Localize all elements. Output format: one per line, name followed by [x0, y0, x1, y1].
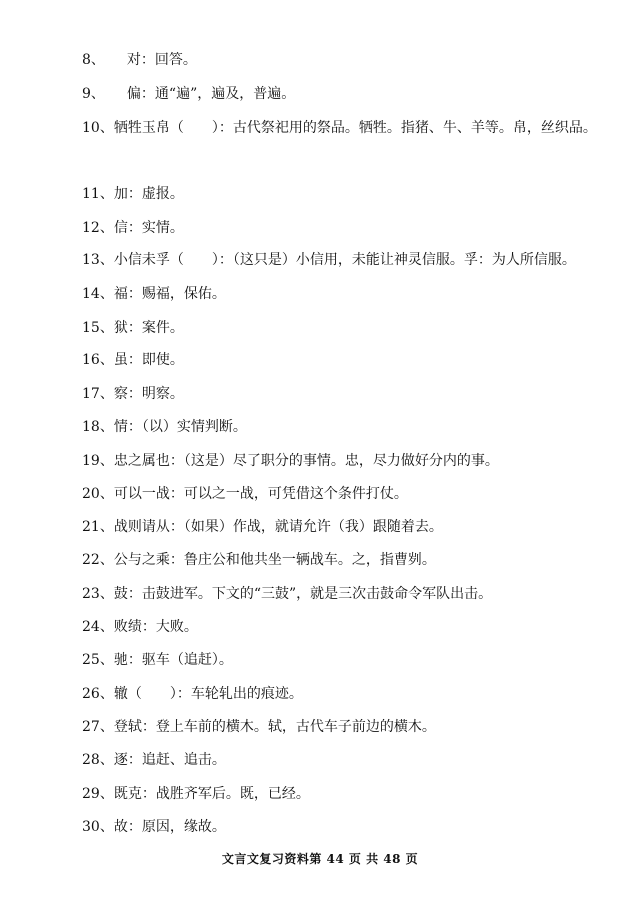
glossary-entry	[82, 717, 622, 737]
glossary-entry	[82, 284, 622, 304]
entry-number: 30、	[82, 819, 114, 835]
entry-number: 13、	[82, 252, 114, 268]
entry-number: 9、	[82, 86, 105, 102]
glossary-entry	[82, 684, 622, 704]
glossary-entry	[82, 484, 622, 504]
glossary-entry	[82, 384, 622, 404]
entry-number: 24、	[82, 619, 114, 635]
entry-text: 鼓：击鼓进军。下文的“三鼓”，就是三次击鼓命令军队出击。	[113, 586, 493, 602]
entry-number: 21、	[82, 519, 114, 535]
entry-number: 26、	[82, 686, 114, 702]
page-footer: 文言文复习资料第 44 页 共 48 页	[221, 852, 419, 866]
entry-number: 28、	[82, 752, 114, 768]
entry-text: 虽：即使。	[113, 352, 184, 368]
glossary-entry	[82, 50, 622, 70]
glossary-entry	[82, 417, 622, 437]
entry-text: 可以一战：可以之一战，可凭借这个条件打仗。	[113, 486, 408, 502]
entry-number: 18、	[82, 419, 114, 435]
entry-text: 对：回答。	[126, 52, 197, 68]
entry-text: 战则请从：（如果）作战，就请允许（我）跟随着去。	[113, 519, 443, 535]
glossary-entry	[82, 84, 622, 104]
glossary-entry	[82, 750, 622, 770]
entry-text: 故：原因，缘故。	[113, 819, 226, 835]
glossary-entry	[82, 584, 622, 604]
glossary-entry	[82, 550, 622, 570]
entry-number: 14、	[82, 286, 114, 302]
entry-number: 16、	[82, 352, 114, 368]
entry-number: 22、	[82, 552, 114, 568]
entry-number: 11、	[82, 186, 114, 202]
glossary-entry	[82, 250, 622, 270]
entry-number: 10、	[82, 120, 114, 136]
entry-text: 既克：战胜齐军后。既，已经。	[113, 786, 310, 802]
glossary-entry	[82, 784, 622, 804]
entry-text: 辙（ ）：车轮轧出的痕迹。	[113, 686, 303, 702]
glossary-entry	[82, 650, 622, 670]
entry-number: 27、	[82, 719, 114, 735]
glossary-entry	[82, 318, 622, 338]
glossary-entry	[82, 517, 622, 537]
entry-number: 8、	[82, 52, 105, 68]
entry-text: 逐：追赶、追击。	[113, 752, 226, 768]
glossary-entry	[82, 184, 622, 204]
entry-text: 察：明察。	[113, 386, 184, 402]
entry-number: 23、	[82, 586, 114, 602]
entry-number: 15、	[82, 320, 114, 336]
entry-text: 狱：案件。	[113, 320, 184, 336]
glossary-entry	[82, 350, 622, 370]
entry-text: 加：虚报。	[113, 186, 184, 202]
entry-text: 福：赐福，保佑。	[113, 286, 226, 302]
entry-text: 驰：驱车（追赶）。	[113, 652, 233, 668]
entry-text: 信：实情。	[113, 220, 184, 236]
glossary-entry	[58, 112, 622, 145]
entry-text: 败绩：大败。	[113, 619, 198, 635]
glossary-entry	[82, 817, 622, 837]
glossary-entry	[82, 617, 622, 637]
entry-number: 20、	[82, 486, 114, 502]
entry-text: 偏：通“遍”，遍及，普遍。	[126, 86, 296, 102]
entry-number: 19、	[82, 453, 114, 469]
glossary-entry	[82, 218, 622, 238]
entry-number: 12、	[82, 220, 114, 236]
entry-text: 牺牲玉帛（ ）：古代祭祀用的祭品。牺牲。指猪、牛、羊等。帛，丝织品。	[113, 120, 597, 136]
entry-text: 情：（以）实情判断。	[113, 419, 247, 435]
entry-text: 小信未孚（ ）：（这只是）小信用，未能让神灵信服。孚：为人所信服。	[113, 252, 576, 268]
glossary-entry	[82, 451, 622, 471]
entry-text: 登轼：登上车前的横木。轼，古代车子前边的横木。	[113, 719, 436, 735]
entry-text: 公与之乘：鲁庄公和他共坐一辆战车。之，指曹刿。	[113, 552, 436, 568]
entry-number: 25、	[82, 652, 114, 668]
entry-text: 忠之属也：（这是）尽了职分的事情。忠，尽力做好分内的事。	[113, 453, 499, 469]
entry-number: 29、	[82, 786, 114, 802]
entry-number: 17、	[82, 386, 114, 402]
